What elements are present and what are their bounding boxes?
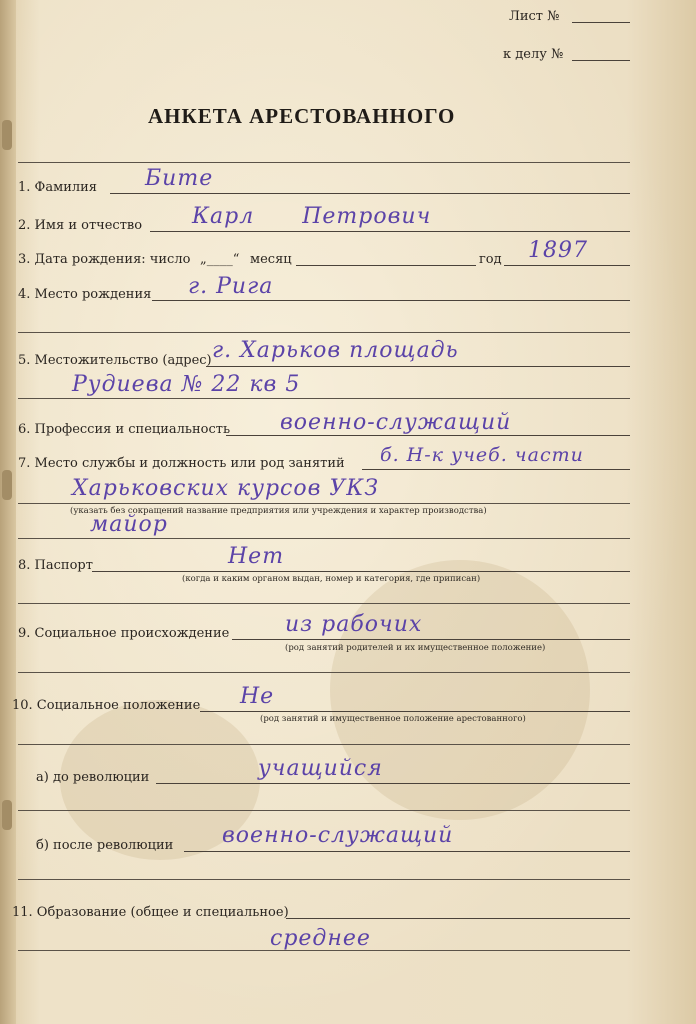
- before-revolution-line: [156, 783, 630, 784]
- social-status-value: Не: [240, 684, 275, 709]
- workplace-line-2: [18, 503, 630, 504]
- blank-line: [18, 332, 630, 333]
- social-status-line: [200, 711, 630, 712]
- social-status-label: 10. Социальное положение: [12, 698, 201, 713]
- profession-line: [226, 435, 630, 436]
- profession-label: 6. Профессия и специальность: [18, 422, 231, 437]
- education-line-2: [18, 950, 630, 951]
- surname-line: [110, 193, 630, 194]
- paper-stain: [330, 560, 590, 820]
- after-revolution-value: военно-служащий: [222, 823, 454, 848]
- name-patronymic-value: Карл Петрович: [192, 204, 432, 229]
- birth-day-field: „____“: [200, 252, 240, 267]
- education-label: 11. Образование (общее и специальное): [12, 905, 289, 920]
- name-patronymic-line: [150, 231, 630, 232]
- before-revolution-line-2: [18, 810, 630, 811]
- workplace-line-3: [18, 538, 630, 539]
- profession-value: военно-служащий: [280, 410, 512, 435]
- sheet-number-label: Лист №: [509, 9, 560, 24]
- before-revolution-value: учащийся: [258, 756, 383, 781]
- residence-label: 5. Местожительство (адрес): [18, 353, 212, 368]
- birth-month-line: [296, 265, 476, 266]
- divider: [18, 162, 630, 163]
- residence-line-2: [18, 398, 630, 399]
- sheet-number-line: [572, 22, 630, 23]
- workplace-value-2: Харьковских курсов УКЗ: [72, 476, 380, 501]
- social-origin-line-2: [18, 672, 630, 673]
- social-origin-label: 9. Социальное происхождение: [18, 626, 230, 641]
- after-revolution-label: б) после революции: [36, 838, 174, 853]
- workplace-value-3: майор: [90, 512, 168, 537]
- birth-date-label: 3. Дата рождения: число: [18, 252, 191, 267]
- birthplace-line: [152, 300, 630, 301]
- social-status-line-2: [18, 744, 630, 745]
- residence-value-1: г. Харьков площадь: [212, 338, 459, 363]
- birth-month-label: месяц: [250, 252, 292, 267]
- passport-value: Нет: [228, 544, 285, 569]
- social-origin-hint: (род занятий родителей и их имущественное положение): [285, 643, 546, 653]
- social-status-hint: (род занятий и имущественное положение арестованного): [260, 714, 526, 724]
- case-number-label: к делу №: [503, 47, 564, 62]
- birthplace-label: 4. Место рождения: [18, 287, 152, 302]
- workplace-line: [362, 469, 630, 470]
- passport-label: 8. Паспорт: [18, 558, 93, 573]
- surname-label: 1. Фамилия: [18, 180, 97, 195]
- workplace-hint: (указать без сокращений название предприятия или учреждения и характер производства): [70, 506, 487, 516]
- surname-value: Бите: [145, 166, 214, 191]
- after-revolution-line-2: [18, 879, 630, 880]
- residence-line: [206, 366, 630, 367]
- binding-hole: [2, 800, 12, 830]
- residence-value-2: Рудиева № 22 кв 5: [72, 372, 301, 397]
- birth-year-line: [504, 265, 630, 266]
- binding-hole: [2, 470, 12, 500]
- social-origin-value: из рабочих: [285, 612, 423, 637]
- passport-hint: (когда и каким органом выдан, номер и категория, где приписан): [182, 574, 481, 584]
- birth-year-label: год: [479, 252, 502, 267]
- workplace-value-1: б. Н-к учеб. части: [380, 444, 584, 466]
- education-line: [286, 918, 630, 919]
- page-title: АНКЕТА АРЕСТОВАННОГО: [148, 104, 456, 128]
- case-number-line: [572, 60, 630, 61]
- workplace-label: 7. Место службы и должность или род занятий: [18, 456, 345, 471]
- passport-line-2: [18, 603, 630, 604]
- binding-hole: [2, 120, 12, 150]
- education-value: среднее: [270, 926, 371, 951]
- name-patronymic-label: 2. Имя и отчество: [18, 218, 143, 233]
- birth-year-value: 1897: [528, 238, 588, 263]
- binding-edge: [0, 0, 16, 1024]
- after-revolution-line: [184, 851, 630, 852]
- birthplace-value: г. Рига: [188, 274, 274, 299]
- before-revolution-label: а) до революции: [36, 770, 150, 785]
- social-origin-line: [232, 639, 630, 640]
- passport-line: [92, 571, 630, 572]
